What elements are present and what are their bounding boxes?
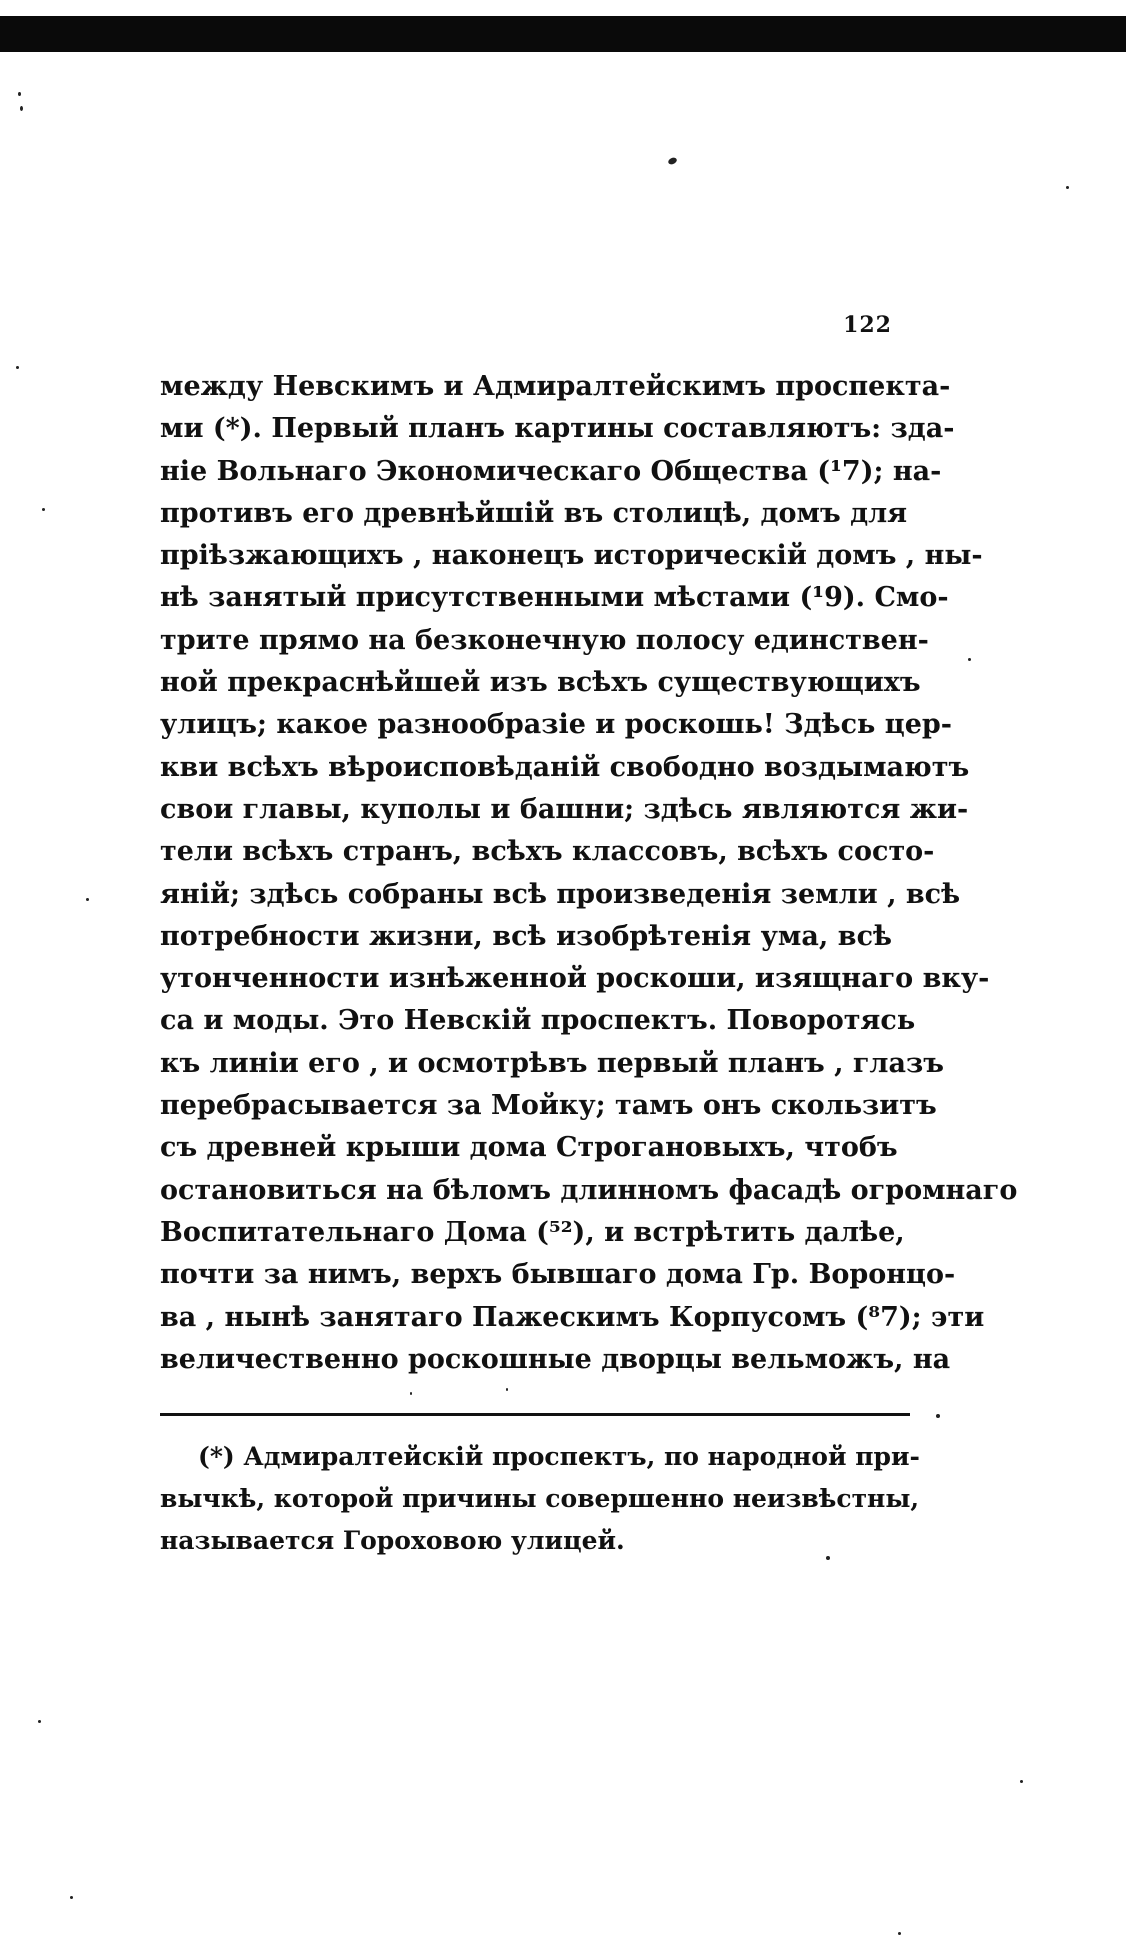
scan-speck bbox=[20, 106, 23, 111]
scan-speck bbox=[70, 1896, 73, 1899]
text-line: кви всѣхъ вѣроисповѣданій свободно воздымаютъ bbox=[160, 751, 970, 783]
text-line: ной прекраснѣйшей изъ всѣхъ существующихъ bbox=[160, 667, 921, 699]
scan-top-edge bbox=[0, 16, 1126, 52]
scan-speck bbox=[410, 1392, 412, 1395]
text-line: ніе Вольнаго Экономическаго Общества (¹7); на- bbox=[160, 455, 942, 487]
scan-speck bbox=[1066, 186, 1069, 189]
footnote bbox=[160, 1436, 920, 1562]
text-line: ми (*). Первый планъ картины составляютъ: зда- bbox=[160, 413, 955, 445]
text-line: утонченности изнѣженной роскоши, изящнаго вку- bbox=[160, 963, 990, 995]
text-line: перебрасывается за Мойку; тамъ онъ скользитъ bbox=[160, 1090, 937, 1122]
scan-speck bbox=[42, 508, 45, 511]
text-line: между Невскимъ и Адмиралтейскимъ проспекта- bbox=[160, 371, 951, 402]
text-line: улицъ; какое разнообразіе и роскошь! Здѣсь цер- bbox=[160, 709, 952, 741]
text-line: са и моды. Это Невскій проспектъ. Поворотясь bbox=[160, 1005, 916, 1037]
scan-speck bbox=[667, 156, 678, 165]
text-line: ва , нынѣ занятаго Пажескимъ Корпусомъ (⁸7); эти bbox=[160, 1301, 985, 1333]
scan-speck bbox=[18, 92, 21, 96]
body-text bbox=[160, 366, 1018, 1381]
scan-speck bbox=[16, 366, 19, 369]
text-line: противъ его древнѣйшій въ столицѣ, домъ для bbox=[160, 497, 908, 529]
footnote-line: вычкѣ, которой причины совершенно неизвѣстны, bbox=[160, 1484, 920, 1513]
scan-speck bbox=[936, 1414, 940, 1418]
text-line: къ линіи его , и осмотрѣвъ первый планъ , глазъ bbox=[160, 1047, 944, 1079]
text-line: съ древней крыши дома Строгановыхъ, чтобъ bbox=[160, 1132, 898, 1164]
text-line: свои главы, куполы и башни; здѣсь являются жи- bbox=[160, 793, 969, 825]
footnote-divider bbox=[160, 1413, 910, 1416]
text-line: величественно роскошные дворцы вельможъ, на bbox=[160, 1343, 951, 1375]
text-line: Воспитательнаго Дома (⁵²), и встрѣтить далѣе, bbox=[160, 1216, 905, 1248]
text-line: яній; здѣсь собраны всѣ произведенія земли , всѣ bbox=[160, 878, 961, 910]
scan-speck bbox=[38, 1720, 41, 1723]
scan-speck bbox=[86, 898, 89, 901]
text-line: нѣ занятый присутственными мѣстами (¹9). Смо- bbox=[160, 582, 949, 614]
text-line: трите прямо на безконечную полосу единствен- bbox=[160, 624, 929, 656]
footnote-line: называется Гороховою улицей. bbox=[160, 1526, 625, 1555]
scan-speck bbox=[968, 658, 971, 661]
text-line: пріѣзжающихъ , наконецъ историческій домъ , ны- bbox=[160, 540, 983, 572]
scan-speck bbox=[1020, 1780, 1023, 1783]
page-number: 122 bbox=[843, 312, 892, 338]
text-line: остановиться на бѣломъ длинномъ фасадѣ огромнаго bbox=[160, 1174, 1018, 1206]
footnote-line: (*) Адмиралтейскій проспектъ, по народной при- bbox=[198, 1442, 920, 1471]
scan-speck bbox=[898, 1932, 901, 1935]
scan-speck bbox=[506, 1388, 508, 1391]
text-line: тели всѣхъ странъ, всѣхъ классовъ, всѣхъ состо- bbox=[160, 836, 935, 868]
text-line: почти за нимъ, верхъ бывшаго дома Гр. Воронцо- bbox=[160, 1259, 956, 1291]
text-line: потребности жизни, всѣ изобрѣтенія ума, всѣ bbox=[160, 920, 892, 952]
scan-speck bbox=[826, 1556, 830, 1560]
